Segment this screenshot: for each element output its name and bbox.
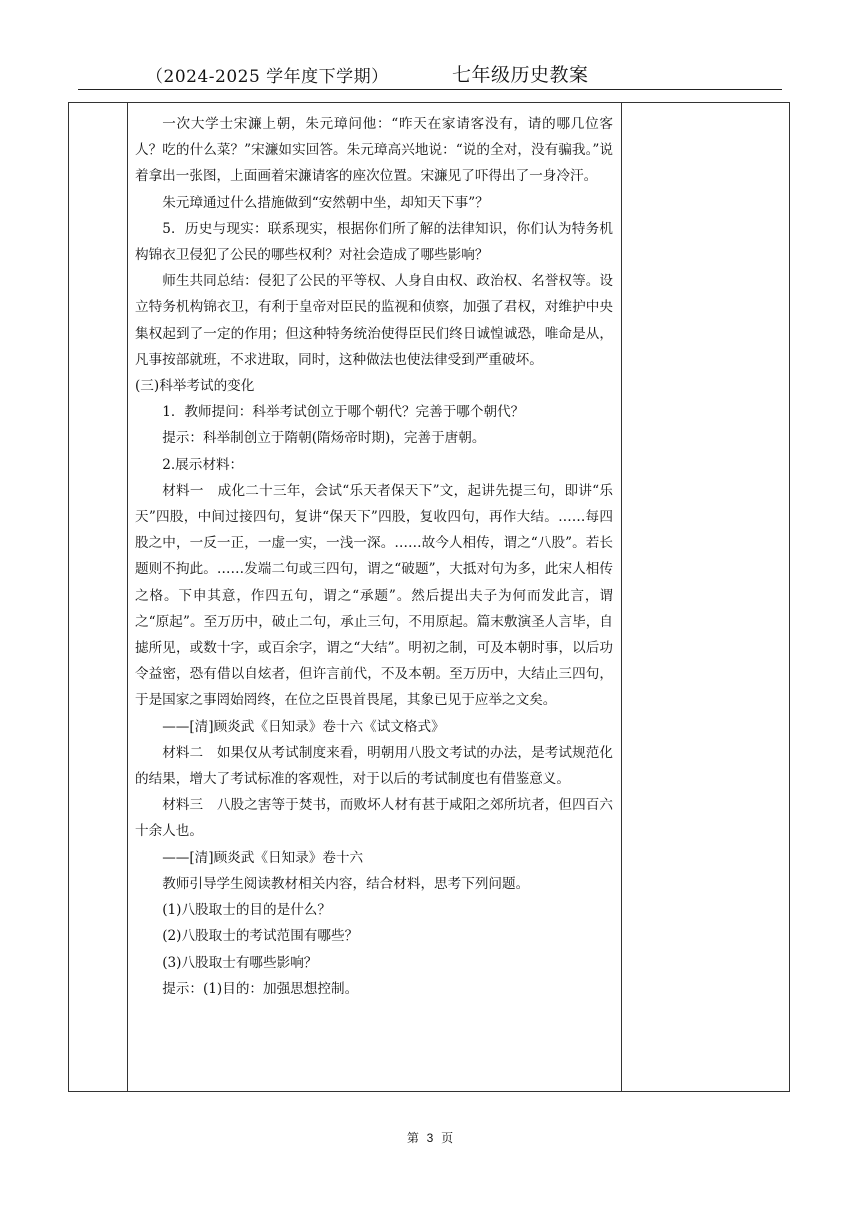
page-number: 3 <box>426 1131 434 1145</box>
subject-title: 七年级历史教案 <box>452 64 589 86</box>
lesson-content <box>135 111 613 1002</box>
content-paragraph: 材料二 如果仅从考试制度来看，明朝用八股文考试的办法，是考试规范化的结果，增大了考试标准的客观性，对于以后的考试制度也有借鉴意义。 <box>135 744 613 788</box>
column-divider-right <box>621 103 622 1091</box>
page-prefix: 第 <box>406 1131 419 1145</box>
page-suffix: 页 <box>441 1131 454 1145</box>
content-paragraph: ——[清]顾炎武《日知录》卷十六 <box>162 849 364 866</box>
page-header <box>0 62 860 88</box>
lesson-table <box>68 102 790 1092</box>
content-paragraph: 5．历史与现实：联系现实，根据你们所了解的法律知识，你们认为特务机构锦衣卫侵犯了公民的哪些权利？对社会造成了哪些影响？ <box>135 220 613 264</box>
header-divider <box>78 89 782 90</box>
content-paragraph: (2)八股取士的考试范围有哪些？ <box>162 928 359 945</box>
content-paragraph: 2.展示材料： <box>162 456 244 473</box>
column-divider-left <box>127 103 128 1091</box>
content-paragraph: (三)科举考试的变化 <box>135 378 255 395</box>
content-paragraph: (3)八股取士有哪些影响？ <box>162 954 318 971</box>
content-paragraph: 一次大学士宋濂上朝，朱元璋问他：“昨天在家请客没有，请的哪几位客人？吃的什么菜？”宋濂如实回答。朱元璋高兴地说：“说的全对，没有骗我。”说着拿出一张图，上面画着宋濂请客的座次位置。宋濂见了吓得出了一身冷汗。 <box>135 116 613 185</box>
term-label: （2024-2025 学年度下学期） <box>146 67 389 87</box>
content-paragraph: 材料三 八股之害等于焚书，而败坏人材有甚于咸阳之郊所坑者，但四百六十余人也。 <box>135 797 613 840</box>
content-paragraph: 朱元璋通过什么措施做到“安然朝中坐，却知天下事”？ <box>162 194 489 211</box>
content-paragraph: 提示：(1)目的：加强思想控制。 <box>162 980 359 997</box>
content-paragraph: 材料一 成化二十三年，会试“乐天者保天下”文，起讲先提三句，即讲“乐天”四股，中间过接四句，复讲“保天下”四股，复收四句，再作大结。……每四股之中，一反一正，一虚一实，一浅一深。……故今人相传，谓之“八股”。若长题则不拘此。……发端二句或三四句，谓之“破题”，大抵对句为多，此宋人相传之格。下申其意，作四五句，谓之“承题”。然后提出夫子为何而发此言，谓之“原起”。至万历中，破止二句，承止三句，不用原起。篇末敷演圣人言毕，自摅所见，或数十字，或百余字，谓之“大结”。明初之制，可及本朝时事，以后功令益密，恐有借以自炫者，但许言前代，不及本朝。至万历中，大结止三四句，于是国家之事罔始罔终，在位之臣畏首畏尾，其象已见于应举之文矣。 <box>135 482 613 709</box>
content-paragraph: 提示：科举制创立于隋朝(隋炀帝时期)，完善于唐朝。 <box>162 430 486 447</box>
content-paragraph: 师生共同总结：侵犯了公民的平等权、人身自由权、政治权、名誉权等。设立特务机构锦衣卫，有利于皇帝对臣民的监视和侦察，加强了君权，对维护中央集权起到了一定的作用；但这种特务统治使得臣民们终日诚惶诚恐，唯命是从，凡事按部就班，不求进取，同时，这种做法也使法律受到严重破坏。 <box>135 273 613 368</box>
page-footer <box>0 1129 860 1146</box>
content-paragraph: 教师引导学生阅读教材相关内容，结合材料，思考下列问题。 <box>162 875 530 892</box>
content-paragraph: 1．教师提问：科举考试创立于哪个朝代？完善于哪个朝代？ <box>162 404 525 421</box>
content-paragraph: ——[清]顾炎武《日知录》卷十六《试文格式》 <box>162 718 445 735</box>
content-paragraph: (1)八股取士的目的是什么？ <box>162 902 331 919</box>
